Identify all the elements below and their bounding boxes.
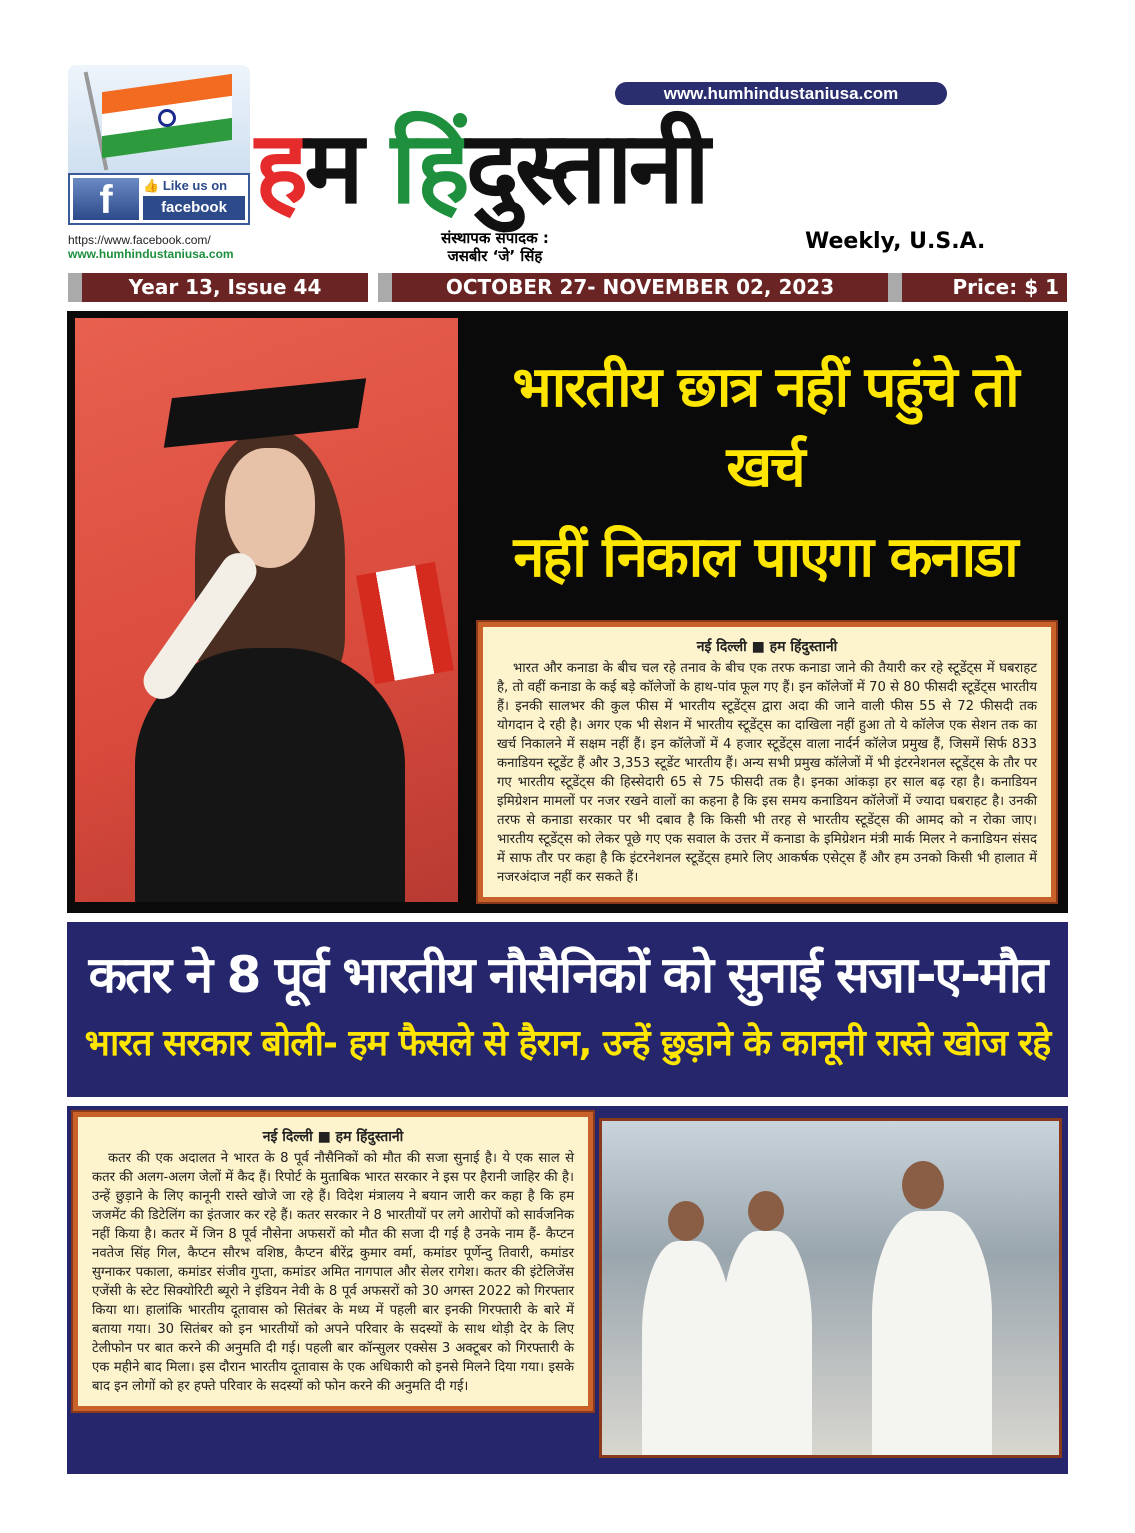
indian-flag-image — [68, 65, 250, 173]
headline: कतर ने 8 पूर्व भारतीय नौसैनिकों को सुनाई सजा-ए-मौत — [88, 946, 1047, 1004]
headline-line2: नहीं निकाल पाएगा कनाडा — [513, 525, 1017, 590]
thumbs-up-icon: 👍 — [143, 178, 160, 193]
facebook-icon: f — [73, 178, 139, 220]
canada-flag-icon — [356, 562, 454, 684]
website-url-pill[interactable]: www.humhindustaniusa.com — [615, 82, 947, 105]
site-url[interactable]: www.humhindustaniusa.com — [68, 247, 234, 261]
issue-date: OCTOBER 27- NOVEMBER 02, 2023 — [378, 273, 888, 302]
article-body — [478, 622, 1056, 902]
article-text: भारत और कनाडा के बीच चल रहे तनाव के बीच एक तरफ कनाडा जाने की तैयारी कर रहे स्टूडेंट्स में घबराहट है, तो वहीं कनाडा के कई बड़े कॉलेजों के हाथ-पांव फूल गए हैं। इन कॉलेजों में 70 से 80 फीसदी स्टूडेंट्स भारतीय हैं। इनकी सालभर की कुल फीस में भारतीय स्टूडेंट्स द्वारा अदा की जाने वाली फीस 55 से 72 फीसदी तक योगदान दे रही है। अगर एक भी सेशन में भारतीय स्टूडेंट्स का दाखिला नहीं हुआ तो ये कॉलेज एक सेशन तक का खर्च निकालने में सक्षम नहीं हैं। इन कॉलेजों में 4 हजार स्टूडेंट्स वाला नार्दर्न कॉलेज प्रमुख हैं, जिसमें सिर्फ 833 कनाडियन स्टूडेंट हैं और 3,353 स्टूडेंट भारतीय हैं। अन्य सभी प्रमुख कॉलेजों में भी इंटरनेशनल स्टूडेंट्स के तौर पर गए भारतीय स्टूडेंट्स की हिस्सेदारी 65 से 75 फीसदी तक है। इनका आंकड़ा हर साल बढ़ रहा है। कनाडियन इमिग्रेशन मामलों पर नजर रखने वालों का कहना है कि इस समय कनाडियन कॉलेजों में ज्यादा घबराहट है। उनकी तरफ से कनाडा सरकार पर भी दबाव है कि किसी भी तरह से भारतीय स्टूडेंट्स की आमद को न रोका जाए। भारतीय स्टूडेंट्स को लेकर पूछे गए एक सवाल के उत्तर में कनाडा के इमिग्रेशन मंत्री मार्क मिलर ने कनाडियन संसद में साफ तौर पर कहा है कि इंटरनेशनल स्टूडेंट्स हमारे लिए आकर्षक एसेट्स हैं और हम उनको किसी भी हालात में नजरअंदाज नहीं कर सकते हैं। — [497, 661, 1037, 885]
facebook-brand: facebook — [143, 196, 245, 220]
chakra-icon — [158, 109, 176, 127]
issue-number: Year 13, Issue 44 — [68, 273, 368, 302]
founder-editor: संस्थापक संपादक : जसबीर ‘जे’ सिंह — [441, 229, 549, 265]
price: Price: $ 1 — [888, 273, 1067, 302]
facebook-url[interactable]: https://www.facebook.com/ — [68, 233, 211, 247]
like-label: Like us on — [162, 178, 228, 193]
dateline: नई दिल्ली ■ हम हिंदुस्तानी — [696, 639, 838, 655]
graduate-photo — [75, 318, 458, 902]
headline-line1: भारतीय छात्र नहीं पहुंचे तो खर्च — [512, 355, 1018, 500]
masthead-logo: हम हिंदुस्तानी — [255, 109, 707, 226]
story-qatar-headline — [67, 922, 1068, 1097]
edition-label: Weekly, U.S.A. — [805, 229, 986, 254]
issue-date-bar — [68, 273, 1067, 302]
dateline: नई दिल्ली ■ हम हिंदुस्तानी — [262, 1129, 404, 1145]
navy-officers-photo — [599, 1118, 1062, 1458]
story-canada-students — [67, 311, 1068, 913]
facebook-like-badge[interactable] — [68, 173, 250, 225]
story-qatar-body — [67, 1106, 1068, 1474]
subheadline: भारत सरकार बोली- हम फैसले से हैरान, उन्हें छुड़ाने के कानूनी रास्ते खोज रहे — [84, 1023, 1051, 1064]
article-body — [73, 1112, 593, 1411]
article-text: कतर की एक अदालत ने भारत के 8 पूर्व नौसैनिकों को मौत की सजा सुनाई है। ये एक साल से कतर की अलग-अलग जेलों में कैद हैं। रिपोर्ट के मुताबिक भारत सरकार ने इस पर हैरानी जाहिर की है। उन्हें छुड़ाने के लिए कानूनी रास्ते खोजे जा रहे हैं। विदेश मंत्रालय ने बयान जारी कर कहा है कि हम जजमेंट की डिटेलिंग का इंतजार कर रहे हैं। कतर सरकार ने 8 भारतीयों पर लगे आरोपों को सार्वजनिक नहीं किया है। कतर में जिन 8 पूर्व नौसेना अफसरों को मौत की सजा दी गई है उनके नाम हैं- कैप्टन नवतेज सिंह गिल, कैप्टन सौरभ वशिष्ठ, कैप्टन बीरेंद्र कुमार वर्मा, कमांडर पूर्णेन्दु तिवारी, कमांडर सुग्नाकर पकाला, कमांडर संजीव गुप्ता, कमांडर अमित नागपाल और सेलर रागेश। कतर की इंटेलिजेंस एजेंसी के स्टेट सिक्योरिटी ब्यूरो ने इंडियन नेवी के 8 पूर्व अफसरों को 30 अगस्त 2022 को गिरफ्तार किया था। हालांकि भारतीय दूतावास को सितंबर के मध्य में पहली बार इनकी गिरफ्तारी के बारे में बताया गया। 30 सितंबर को इन भारतीयों को अपने परिवार के सदस्यों के साथ थोड़ी देर के लिए टेलीफोन पर बात करने की अनुमति दी गई। पहली बार कॉन्सुलर एक्सेस 3 अक्टूबर को गिरफ्तारी के एक महीने बाद मिला। इस दौरान भारतीय दूतावास के एक अधिकारी को इनसे मिलने दिया गया। इसके बाद इन लोगों को हर हफ्ते परिवार के सदस्यों को फोन करने की अनुमति दी गई। — [92, 1151, 574, 1394]
